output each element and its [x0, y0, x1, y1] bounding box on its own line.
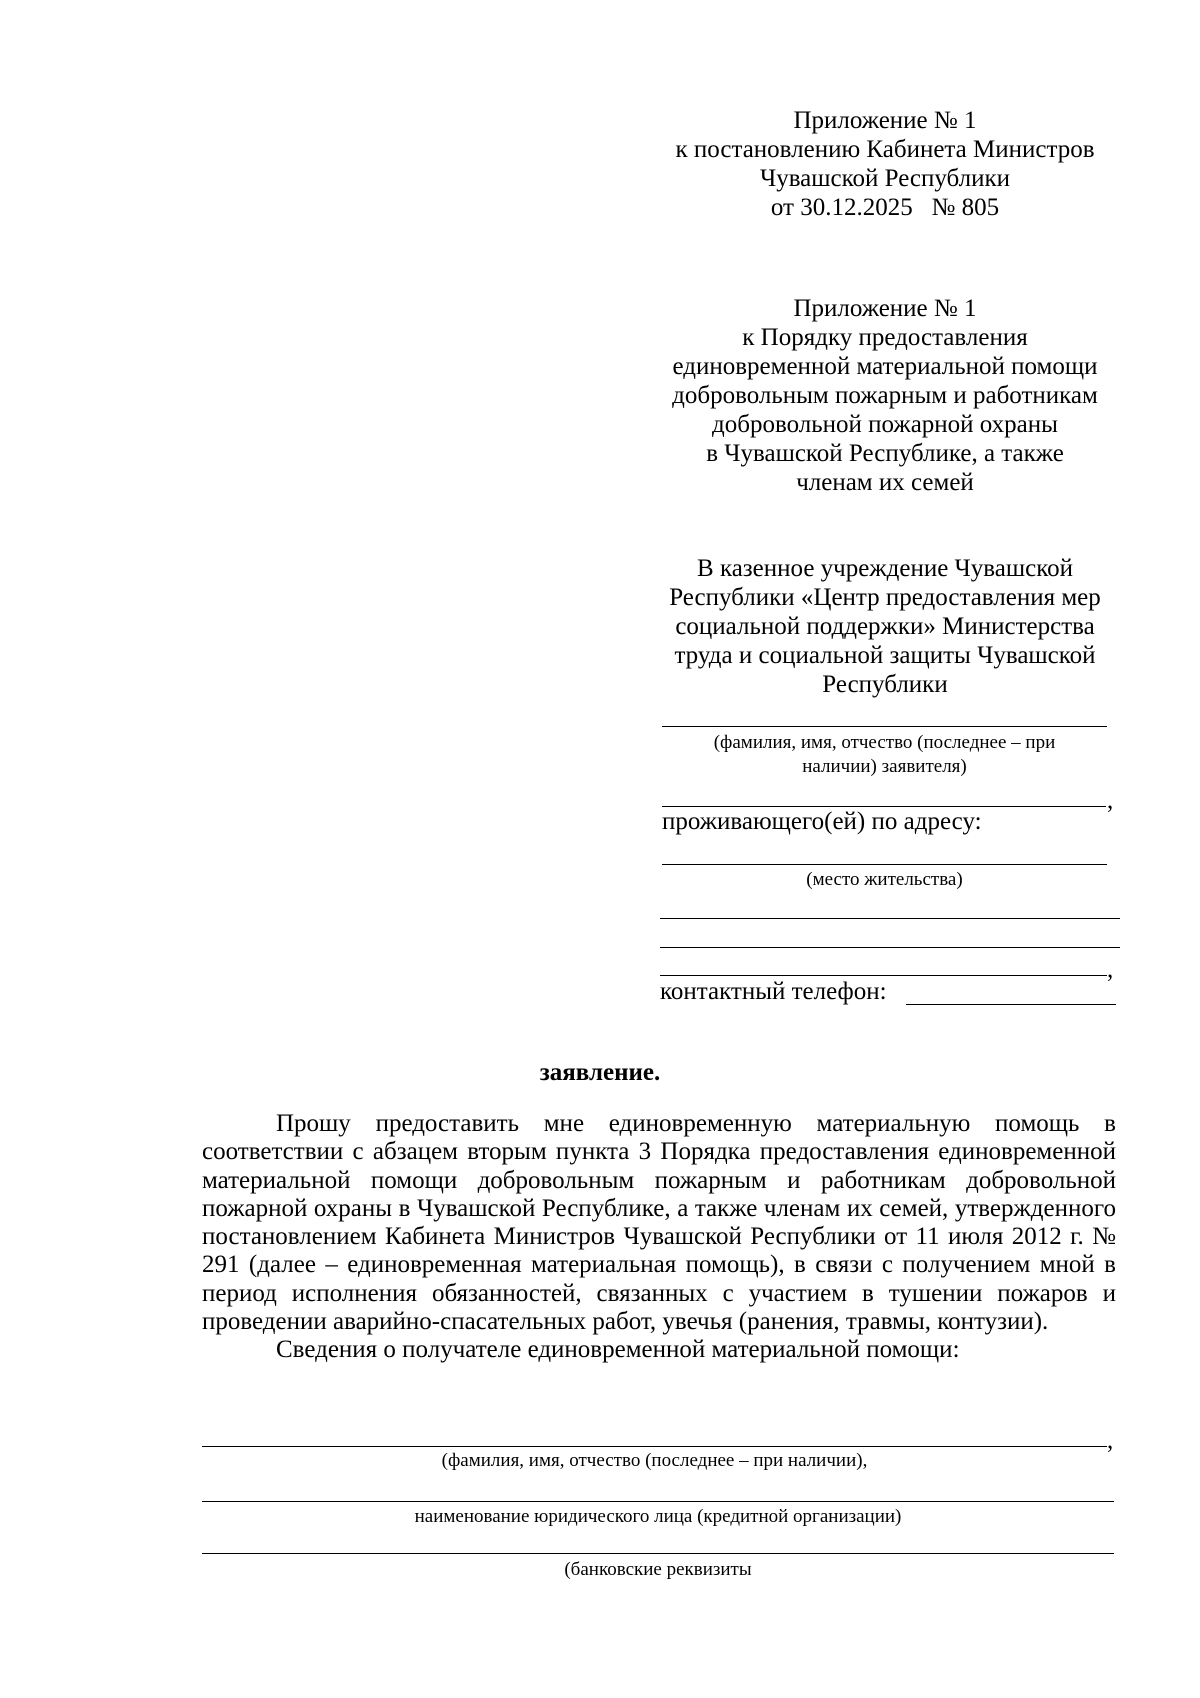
statement-paragraph-1: Прошу предоставить мне единовременную материальную помощь в соответствии с абзацем вторым пункта 3 Порядка предоставления единовременной материальной помощи добровольным пожарным и работникам добровольной пожарной охраны в Чувашской Республике, а также членам их семей, утвержденного постановлением Кабинета Министров Чувашской Республики от 11 июля 2012 г. № 291 (далее – единовременная материальная помощь), в связи с получением мной в период исполнения обязанностей, связанных с участием в тушении пожаров и проведении аварийно-спасательных работ, увечья (ранения, травмы, контузии).: [202, 1110, 1116, 1336]
addressee-block: [650, 554, 1120, 699]
bank-details-caption: (банковские реквизиты: [564, 1559, 752, 1580]
applicant-comma: ,: [1107, 787, 1114, 814]
annex-decree-line-3: Чувашской Республики: [759, 165, 1011, 192]
address-line-2[interactable]: [660, 947, 1120, 948]
addressee-line: Республики «Центр предоставления мер: [669, 584, 1101, 611]
annex-decree-line-2: к постановлению Кабинета Министров: [675, 136, 1095, 163]
statement-title: заявление.: [539, 1059, 661, 1086]
addressee-line: социальной поддержки» Министерства: [675, 613, 1095, 640]
recipient-name-field[interactable]: [202, 1446, 1107, 1447]
applicant-name-caption-line-1: (фамилия, имя, отчество (последнее – при: [713, 732, 1056, 753]
annex-order-header: [650, 294, 1120, 497]
recipient-comma: ,: [1107, 1427, 1114, 1454]
annex-order-line: единовременной материальной помощи: [672, 353, 1098, 380]
legal-entity-field[interactable]: [202, 1501, 1114, 1502]
address-label: проживающего(ей) по адресу:: [662, 808, 982, 835]
bank-details-field[interactable]: [202, 1553, 1114, 1554]
address-line-3[interactable]: [660, 975, 1107, 976]
legal-entity-caption: наименование юридического лица (кредитной организации): [414, 1506, 902, 1527]
statement-body: [202, 1110, 1116, 1365]
annex-order-line: к Порядку предоставления: [742, 324, 1028, 351]
addressee-line: В казенное учреждение Чувашской: [697, 555, 1073, 582]
applicant-name-field[interactable]: [662, 726, 1107, 727]
address-line-1[interactable]: [660, 918, 1120, 919]
residence-caption: (место жительства): [806, 869, 963, 890]
address-comma: ,: [1107, 956, 1114, 983]
annex-decree-line-1: Приложение № 1: [793, 107, 977, 134]
annex-order-line: в Чувашской Республике, а также: [706, 440, 1064, 467]
addressee-line: труда и социальной защиты Чувашской: [674, 642, 1096, 669]
annex-decree-header: [650, 106, 1120, 222]
annex-order-line: добровольной пожарной охраны: [712, 411, 1058, 438]
residence-field[interactable]: [662, 864, 1107, 865]
annex-decree-line-4: от 30.12.2025 № 805: [770, 194, 1000, 221]
applicant-name-caption-line-2: наличии) заявителя): [802, 756, 967, 777]
addressee-line: Республики: [822, 671, 948, 698]
phone-field[interactable]: [906, 1004, 1116, 1005]
annex-order-line: Приложение № 1: [793, 295, 977, 322]
annex-order-line: добровольным пожарным и работникам: [672, 382, 1098, 409]
statement-paragraph-2: Сведения о получателе единовременной материальной помощи:: [276, 1336, 960, 1364]
recipient-name-caption: (фамилия, имя, отчество (последнее – при наличии),: [441, 1450, 868, 1471]
applicant-name-caption: [662, 731, 1107, 779]
annex-order-line: членам их семей: [796, 469, 974, 496]
phone-label: контактный телефон:: [660, 978, 887, 1005]
